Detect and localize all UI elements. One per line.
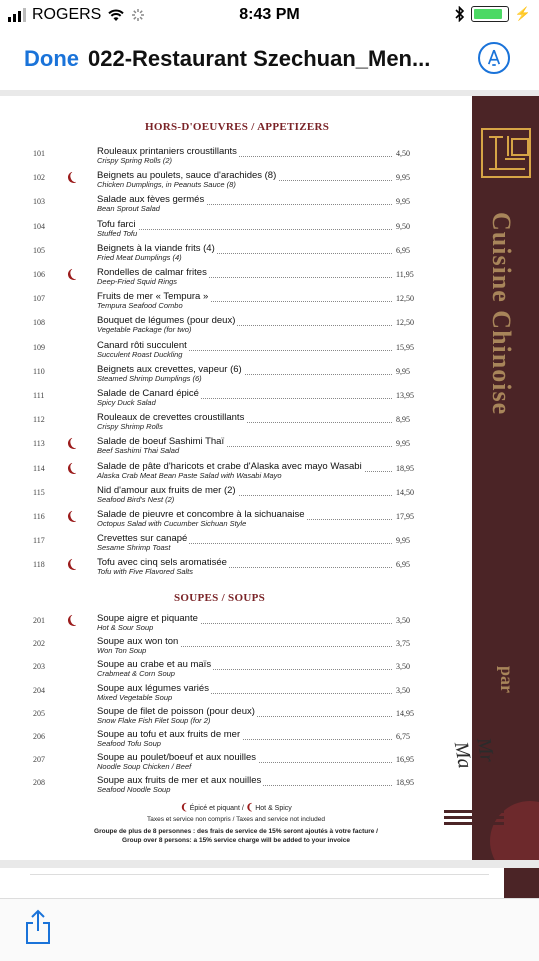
menu-item	[0, 268, 472, 290]
item-name-en: Chicken Dumplings, in Peanuts Sauce (8)	[97, 180, 236, 190]
item-name-fr: Tofu avec cinq sels aromatisée	[97, 557, 227, 569]
item-price: 14,95	[396, 708, 414, 718]
item-number: 101	[33, 149, 45, 158]
item-name-en: Sesame Shrimp Toast	[97, 543, 171, 553]
appetizers-heading: HORS-D'OEUVRES / APPETIZERS	[145, 121, 330, 133]
page-divider	[30, 874, 489, 875]
item-name-en: Crispy Shrimp Rolls	[97, 422, 163, 432]
menu-item	[0, 437, 472, 459]
item-name-en: Noodle Soup Chicken / Beef	[97, 762, 192, 772]
item-price: 14,50	[396, 487, 414, 497]
item-number: 112	[33, 415, 45, 425]
item-name-en: Steamed Shrimp Dumplings (6)	[97, 373, 202, 383]
item-number: 110	[33, 366, 45, 376]
item-name-en: Tempura Seafood Combo	[97, 301, 183, 311]
next-page-edge[interactable]	[0, 868, 539, 898]
done-button[interactable]: Done	[24, 46, 79, 71]
item-name-en: Succulent Roast Duckling	[97, 349, 183, 359]
menu-item	[0, 776, 472, 798]
markup-icon[interactable]	[478, 42, 510, 74]
item-number: 207	[33, 755, 45, 765]
item-name-en: Crabmeat & Corn Soup	[97, 669, 175, 679]
item-name-en: Alaska Crab Meat Bean Paste Salad with Wasabi Mayo	[97, 470, 282, 480]
item-name-fr: Tofu farci	[97, 218, 136, 230]
item-name-en: Crispy Spring Rolls (2)	[97, 156, 173, 165]
item-number: 201	[33, 616, 45, 625]
menu-item	[0, 292, 472, 314]
item-number: 117	[33, 536, 45, 546]
item-number: 106	[33, 270, 45, 279]
item-number: 105	[33, 245, 45, 255]
clock: 8:43 PM	[239, 6, 300, 23]
item-price: 18,95	[396, 778, 414, 788]
item-number: 103	[33, 197, 45, 207]
item-name-fr: Salade de pieuvre et concombre à la sichuanaise	[97, 509, 305, 520]
item-price: 12,50	[396, 318, 414, 328]
menu-item	[0, 534, 472, 556]
menu-item	[0, 171, 472, 193]
item-name-fr: Nid d'amour aux fruits de mer (2)	[97, 484, 236, 496]
item-price: 9,95	[396, 536, 410, 546]
chili-icon: ❨	[63, 557, 79, 574]
item-number: 116	[33, 512, 45, 521]
item-price: 12,50	[396, 294, 414, 304]
menu-item	[0, 660, 472, 682]
item-price: 9,50	[396, 221, 410, 231]
battery-icon	[471, 6, 509, 22]
item-name-fr: Salade aux fèves germés	[97, 194, 205, 206]
menu-item	[0, 195, 472, 217]
item-number: 115	[33, 487, 45, 497]
item-number: 118	[33, 560, 45, 570]
document-title: 022-Restaurant Szechuan_Men...	[88, 46, 431, 71]
menu-item	[0, 510, 472, 532]
item-name-fr: Bouquet de légumes (pour deux)	[97, 315, 236, 327]
item-name-fr: Soupe au crabe et au maïs	[97, 659, 212, 671]
item-price: 18,95	[396, 463, 414, 473]
item-price: 11,95	[396, 270, 414, 279]
item-name-fr: Soupe aux légumes variés	[97, 682, 209, 694]
item-name-fr: Salade de pâte d'haricots et crabe d'Alaska avec mayo Wasabi	[97, 460, 362, 472]
decorative-lines	[444, 810, 504, 828]
item-number: 111	[33, 391, 45, 400]
item-name-fr: Salade de Canard épicé	[97, 388, 199, 399]
item-price: 9,95	[396, 197, 410, 207]
menu-item	[0, 147, 472, 169]
menu-item	[0, 365, 472, 387]
item-name-fr: Beignets aux crevettes, vapeur (6)	[97, 363, 242, 375]
item-price: 3,50	[396, 616, 410, 625]
brand-strip	[504, 868, 539, 898]
status-right	[455, 6, 531, 22]
chili-icon: ❨	[63, 508, 79, 526]
item-price: 3,50	[396, 662, 410, 672]
item-name-en: Beef Sashimi Thai Salad	[97, 446, 180, 456]
chili-icon: ❨	[63, 460, 79, 477]
item-name-en: Hot & Sour Soup	[97, 623, 154, 632]
item-number: 114	[33, 463, 45, 473]
soups-heading: SOUPES / SOUPS	[174, 592, 266, 604]
menu-item	[0, 614, 472, 636]
item-name-fr: Rondelles de calmar frites	[97, 267, 207, 278]
item-name-fr: Crevettes sur canapé	[97, 533, 188, 545]
menu-item	[0, 684, 472, 706]
item-name-en: Vegetable Package (for two)	[97, 325, 192, 335]
item-price: 15,95	[396, 342, 414, 352]
item-price: 3,50	[396, 685, 410, 695]
item-number: 102	[33, 173, 45, 183]
menu-item	[0, 389, 472, 411]
menu-item	[0, 462, 472, 484]
chili-icon: ❨	[180, 802, 188, 812]
spicy-legend	[0, 802, 472, 813]
item-number: 107	[33, 294, 45, 304]
item-name-en: Stuffed Tofu	[97, 228, 138, 238]
chili-icon: ❨	[63, 266, 79, 284]
item-price: 3,75	[396, 639, 410, 649]
menu-item	[0, 244, 472, 266]
brand-par: par	[497, 666, 517, 693]
item-name-fr: Rouleaux printaniers croustillants	[97, 146, 237, 157]
menu-item	[0, 220, 472, 242]
menu-item	[0, 341, 472, 363]
item-name-en: Fried Meat Dumplings (4)	[97, 252, 182, 262]
item-name-fr: Soupe de filet de poisson (pour deux)	[97, 705, 255, 717]
menu-item	[0, 558, 472, 580]
dotted-leader	[97, 229, 392, 230]
menu-item	[0, 707, 472, 729]
chili-icon: ❨	[245, 802, 254, 812]
item-name-en: Bean Sprout Salad	[97, 204, 160, 214]
item-number: 113	[33, 439, 45, 449]
tax-note: Taxes et service non compris / Taxes and service not included	[147, 816, 325, 823]
item-number: 208	[33, 778, 45, 788]
item-name-fr: Soupe aux won ton	[97, 636, 179, 648]
item-number: 104	[33, 221, 45, 231]
carrier-label: ROGERS	[32, 6, 102, 23]
item-name-fr: Beignets à la viande frits (4)	[97, 242, 215, 254]
item-name-en: Spicy Duck Salad	[97, 398, 156, 407]
item-name-fr: Fruits de mer « Tempura »	[97, 291, 209, 303]
item-number: 108	[33, 318, 45, 328]
item-name-en: Snow Flake Fish Filet Soup (for 2)	[97, 715, 211, 725]
item-name-en: Mixed Vegetable Soup	[97, 692, 173, 702]
chili-icon: ❨	[63, 612, 79, 630]
item-name-fr: Soupe aux fruits de mer et aux nouilles	[97, 775, 262, 787]
item-name-fr: Soupe au tofu et aux fruits de mer	[97, 729, 241, 740]
bottom-toolbar	[0, 898, 539, 961]
item-price: 9,95	[396, 173, 410, 183]
item-name-fr: Salade de boeuf Sashimi Thaï	[97, 436, 225, 448]
item-name-en: Octopus Salad with Cucumber Sichuan Style	[97, 519, 247, 528]
menu-item	[0, 316, 472, 338]
item-name-fr: Soupe au poulet/boeuf et aux nouilles	[97, 752, 256, 764]
item-name-en: Seafood Bird's Nest (2)	[97, 494, 175, 504]
item-name-en: Deep-Fried Squid Rings	[97, 277, 178, 286]
item-number: 204	[33, 685, 45, 695]
menu-item	[0, 486, 472, 508]
item-name-en: Won Ton Soup	[97, 646, 147, 656]
group-note-fr: Groupe de plus de 8 personnes : des frais de service de 15% seront ajoutés à votre facture /	[94, 828, 378, 835]
item-name-en: Seafood Tofu Soup	[97, 739, 161, 748]
menu-item	[0, 637, 472, 659]
item-price: 9,95	[396, 366, 410, 376]
brand-signature: Mr Ma	[449, 736, 499, 771]
brand-side-title: Cuisine Chinoise	[487, 212, 516, 416]
item-number: 109	[33, 342, 45, 352]
status-bar	[0, 0, 539, 30]
item-number: 205	[33, 708, 45, 718]
item-name-fr: Soupe aigre et piquante	[97, 613, 198, 624]
item-name-en: Seafood Noodle Soup	[97, 785, 171, 795]
chili-icon: ❨	[63, 436, 79, 453]
item-name-fr: Beignets au poulets, sauce d'arachides (8)	[97, 170, 277, 182]
item-name-en: Tofu with Five Flavored Salts	[97, 567, 194, 577]
document-nav-bar	[0, 30, 539, 90]
menu-item	[0, 753, 472, 775]
bluetooth-icon	[455, 6, 465, 22]
item-price: 8,95	[396, 415, 410, 425]
legend-en: Hot & Spicy	[255, 805, 292, 812]
menu-item	[0, 730, 472, 752]
item-price: 16,95	[396, 755, 414, 765]
item-price: 6,75	[396, 732, 410, 741]
legend-fr: Épicé et piquant /	[189, 805, 244, 812]
charging-icon: ⚡	[514, 6, 531, 21]
item-price: 6,95	[396, 560, 410, 570]
item-price: 4,50	[396, 149, 410, 158]
item-price: 13,95	[396, 391, 414, 400]
chili-icon: ❨	[63, 169, 79, 187]
item-number: 203	[33, 662, 45, 672]
item-number: 202	[33, 639, 45, 649]
item-name-fr: Rouleaux de crevettes croustillants	[97, 412, 245, 424]
group-note-en: Group over 8 persons: a 15% service charge will be added to your invoice	[122, 837, 350, 844]
restaurant-seal-logo	[481, 128, 531, 178]
item-price: 17,95	[396, 512, 414, 521]
item-number: 206	[33, 732, 45, 741]
item-price: 6,95	[396, 245, 410, 255]
menu-item	[0, 413, 472, 435]
item-name-fr: Canard rôti succulent	[97, 339, 187, 351]
menu-page[interactable]	[0, 96, 539, 860]
share-icon[interactable]	[24, 909, 52, 945]
item-price: 9,95	[396, 439, 410, 449]
